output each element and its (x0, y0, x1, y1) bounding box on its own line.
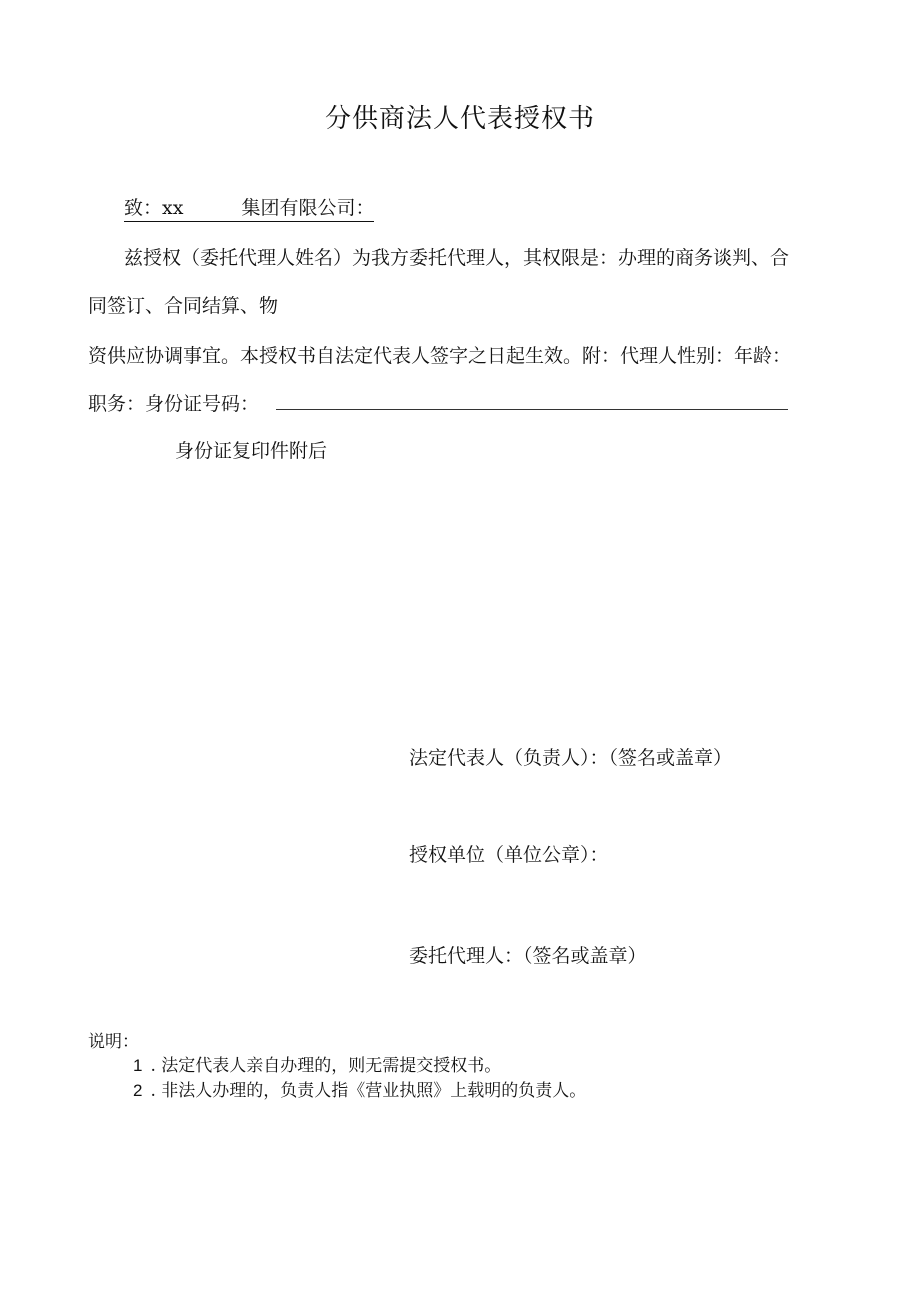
agent-signature: 委托代理人：（签名或盖章） (409, 945, 647, 967)
body-line-1: 兹授权（委托代理人姓名）为我方委托代理人，其权限是：办理的商务谈判、合 (124, 247, 790, 269)
body-line-4: 职务：身份证号码： (88, 393, 260, 415)
unit-seal: 授权单位（单位公章）： (409, 844, 609, 866)
note-item (133, 1076, 586, 1101)
note-number: 2 (133, 1081, 143, 1100)
body-line-5: 身份证复印件附后 (175, 440, 328, 462)
notes-heading: 说明： (88, 1032, 139, 1052)
document-title: 分供商法人代表授权书 (324, 104, 595, 134)
body-line-2: 同签订、合同结算、物 (88, 295, 279, 317)
note-number: 1 (133, 1056, 143, 1075)
note-text: . 法定代表人亲自办理的，则无需提交授权书。 (150, 1056, 502, 1076)
addressee-company: 集团有限公司： (241, 197, 375, 219)
body-line-3: 资供应协调事宜。本授权书自法定代表人签字之日起生效。附：代理人性别：年龄： (88, 345, 792, 367)
id-number-blank (276, 409, 788, 410)
addressee-prefix: 致：xx (124, 197, 184, 219)
addressee-line (124, 193, 374, 222)
note-text: . 非法人办理的，负责人指《营业执照》上载明的负责人。 (150, 1081, 587, 1101)
note-item (133, 1051, 501, 1076)
legal-rep-signature: 法定代表人（负责人）：（签名或盖章） (409, 747, 733, 769)
